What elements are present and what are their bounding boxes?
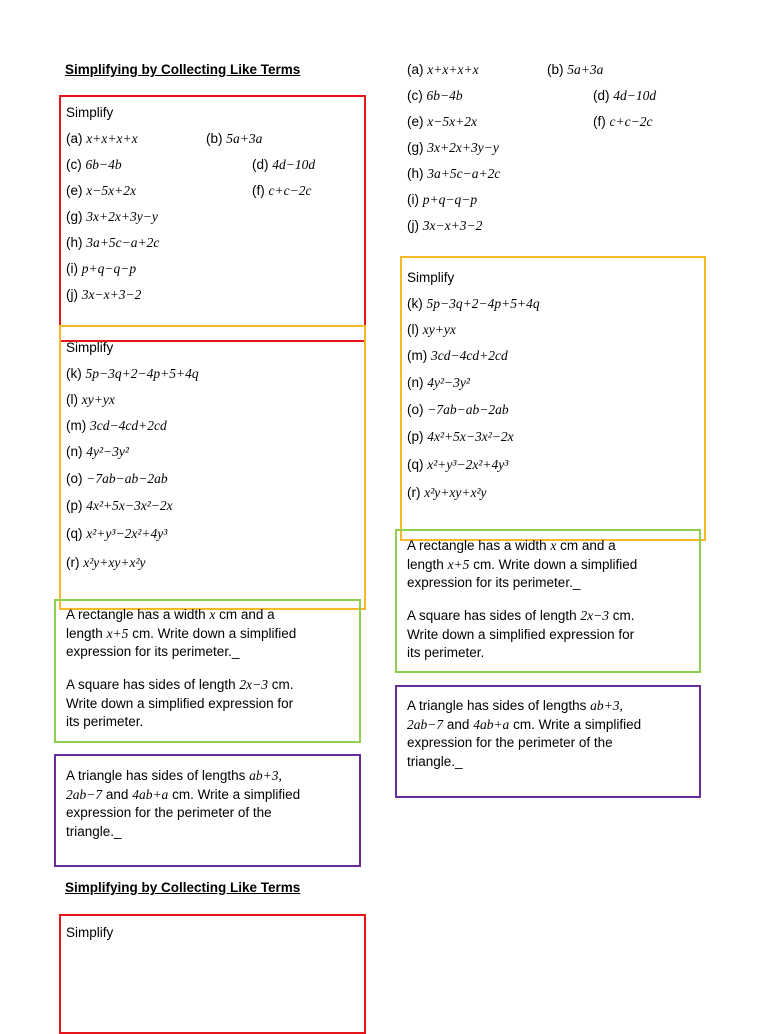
triangle-problem: A triangle has sides of lengths ab+3, 2ab−7 and 4ab+a cm. Write a simplified expression for the perimeter of the triangle._: [66, 768, 301, 839]
question-p-copy: (p) 4x²+5x−3x²−2x: [407, 429, 514, 444]
question-j-copy: (j) 3x−x+3−2: [407, 218, 483, 233]
question-a-copy: (a) x+x+x+x: [407, 62, 479, 77]
question-h: (h) 3a+5c−a+2c: [66, 235, 160, 250]
question-k-copy: (k) 5p−3q+2−4p+5+4q: [407, 296, 540, 311]
simplify-label-copy: Simplify: [407, 270, 455, 285]
square-problem-copy: A square has sides of length 2x−3 cm. Write down a simplified expression for its perimeter.: [407, 608, 635, 660]
question-f: (f) c+c−2c: [252, 183, 312, 198]
question-q-copy: (q) x²+y³−2x²+4y³: [407, 457, 509, 472]
question-n: (n) 4y²−3y²: [66, 444, 129, 459]
triangle-problem-copy: A triangle has sides of lengths ab+3, 2ab−7 and 4ab+a cm. Write a simplified expression for the perimeter of the triangle._: [407, 698, 642, 769]
question-o: (o) −7ab−ab−2ab: [66, 471, 168, 486]
page-title-2: Simplifying by Collecting Like Terms: [65, 880, 301, 895]
question-d-copy: (d) 4d−10d: [593, 88, 657, 103]
question-g: (g) 3x+2x+3y−y: [66, 209, 158, 224]
simplify-label-2: Simplify: [66, 340, 114, 355]
simplify-label-3: Simplify: [66, 925, 114, 940]
question-n-copy: (n) 4y²−3y²: [407, 375, 470, 390]
question-q: (q) x²+y³−2x²+4y³: [66, 526, 168, 541]
square-problem: A square has sides of length 2x−3 cm. Write down a simplified expression for its perimeter.: [66, 677, 294, 729]
question-f-copy: (f) c+c−2c: [593, 114, 653, 129]
question-c: (c) 6b−4b: [66, 157, 122, 172]
question-l: (l) xy+yx: [66, 392, 115, 407]
question-l-copy: (l) xy+yx: [407, 322, 456, 337]
simplify-label: Simplify: [66, 105, 114, 120]
question-g-copy: (g) 3x+2x+3y−y: [407, 140, 499, 155]
question-i: (i) p+q−q−p: [66, 261, 137, 276]
question-d: (d) 4d−10d: [252, 157, 316, 172]
question-a: (a) x+x+x+x: [66, 131, 138, 146]
question-o-copy: (o) −7ab−ab−2ab: [407, 402, 509, 417]
question-m-copy: (m) 3cd−4cd+2cd: [407, 348, 508, 363]
question-r-copy: (r) x²y+xy+x²y: [407, 485, 487, 500]
question-p: (p) 4x²+5x−3x²−2x: [66, 498, 173, 513]
question-b: (b) 5a+3a: [206, 131, 263, 146]
question-b-copy: (b) 5a+3a: [547, 62, 604, 77]
rectangle-problem-copy: A rectangle has a width x cm and a length x+5 cm. Write down a simplified expression for its perimeter._: [407, 538, 638, 590]
question-j: (j) 3x−x+3−2: [66, 287, 142, 302]
question-e-copy: (e) x−5x+2x: [407, 114, 477, 129]
question-r: (r) x²y+xy+x²y: [66, 555, 146, 570]
question-m: (m) 3cd−4cd+2cd: [66, 418, 167, 433]
rectangle-problem: A rectangle has a width x cm and a length x+5 cm. Write down a simplified expression for its perimeter._: [66, 607, 297, 659]
page-title: Simplifying by Collecting Like Terms: [65, 62, 301, 77]
question-c-copy: (c) 6b−4b: [407, 88, 463, 103]
question-i-copy: (i) p+q−q−p: [407, 192, 478, 207]
question-h-copy: (h) 3a+5c−a+2c: [407, 166, 501, 181]
question-e: (e) x−5x+2x: [66, 183, 136, 198]
question-k: (k) 5p−3q+2−4p+5+4q: [66, 366, 199, 381]
